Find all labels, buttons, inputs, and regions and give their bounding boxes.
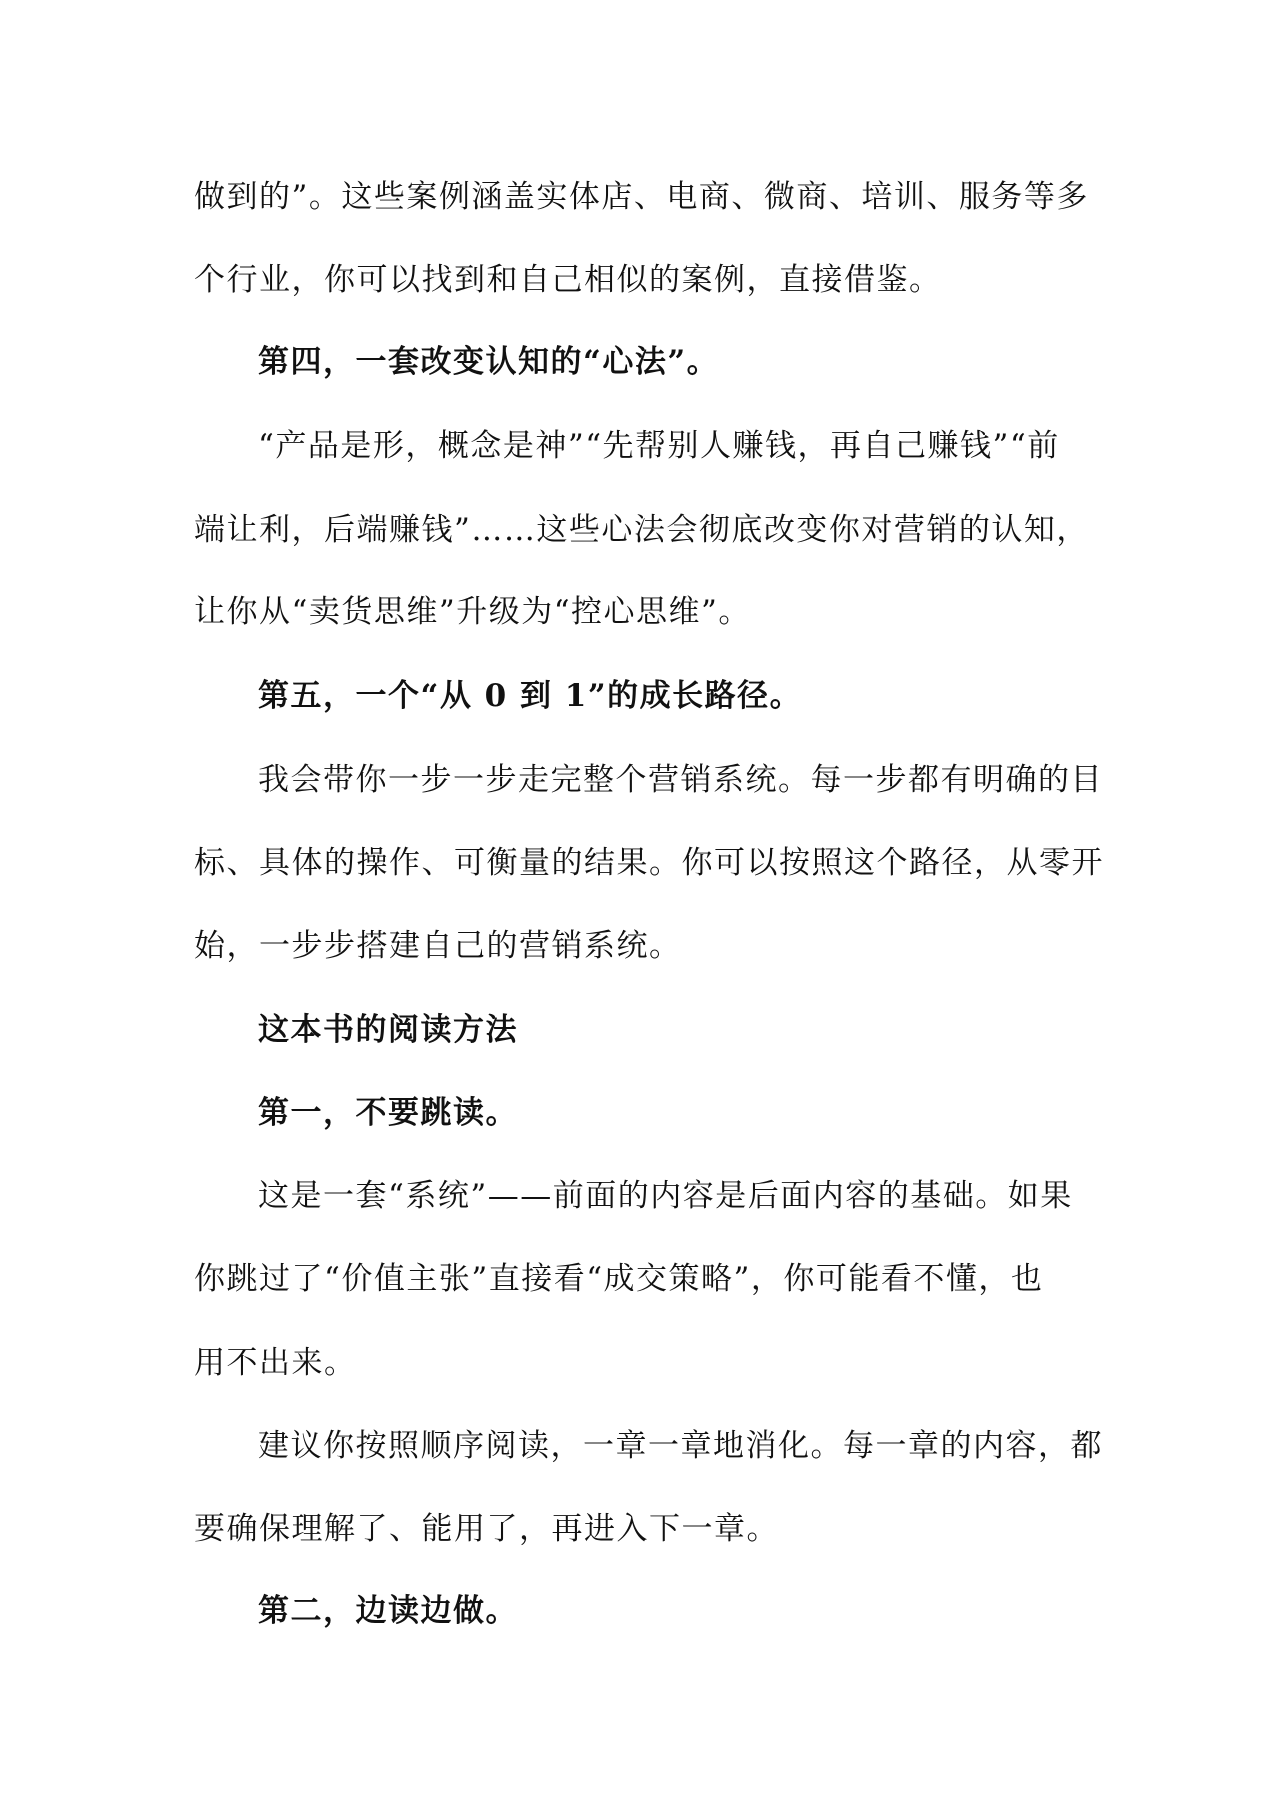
paragraph-line: 要确保理解了、能用了，再进入下一章。: [194, 1511, 779, 1547]
paragraph-line: 始，一步步搭建自己的营销系统。: [194, 928, 682, 964]
section-heading: 第二，边读边做。: [258, 1593, 518, 1629]
section-heading: 第五，一个“从 0 到 1”的成长路径。: [258, 678, 803, 714]
paragraph-line: “产品是形，概念是神”“先帮别人赚钱，再自己赚钱”“前: [258, 428, 1060, 464]
section-heading: 第四，一套改变认知的“心法”。: [258, 344, 720, 380]
paragraph-line: 你跳过了“价值主张”直接看“成交策略”，你可能看不懂，也: [194, 1261, 1044, 1297]
chapter-subtitle: 这本书的阅读方法: [258, 1012, 518, 1048]
section-heading: 第一，不要跳读。: [258, 1095, 518, 1131]
paragraph-line: 端让利，后端赚钱”……这些心法会彻底改变你对营销的认知，: [194, 512, 1089, 548]
paragraph-line: 我会带你一步一步走完整个营销系统。每一步都有明确的目: [258, 762, 1103, 798]
paragraph-line: 建议你按照顺序阅读，一章一章地消化。每一章的内容，都: [258, 1428, 1103, 1464]
paragraph-line: 个行业，你可以找到和自己相似的案例，直接借鉴。: [194, 262, 942, 298]
paragraph-line: 这是一套“系统”——前面的内容是后面内容的基础。如果: [258, 1178, 1073, 1214]
paragraph-line: 做到的”。这些案例涵盖实体店、电商、微商、培训、服务等多: [194, 179, 1089, 215]
paragraph-line: 用不出来。: [194, 1345, 357, 1381]
paragraph-line: 让你从“卖货思维”升级为“控心思维”。: [194, 594, 751, 630]
paragraph-line: 标、具体的操作、可衡量的结果。你可以按照这个路径，从零开: [194, 845, 1104, 881]
